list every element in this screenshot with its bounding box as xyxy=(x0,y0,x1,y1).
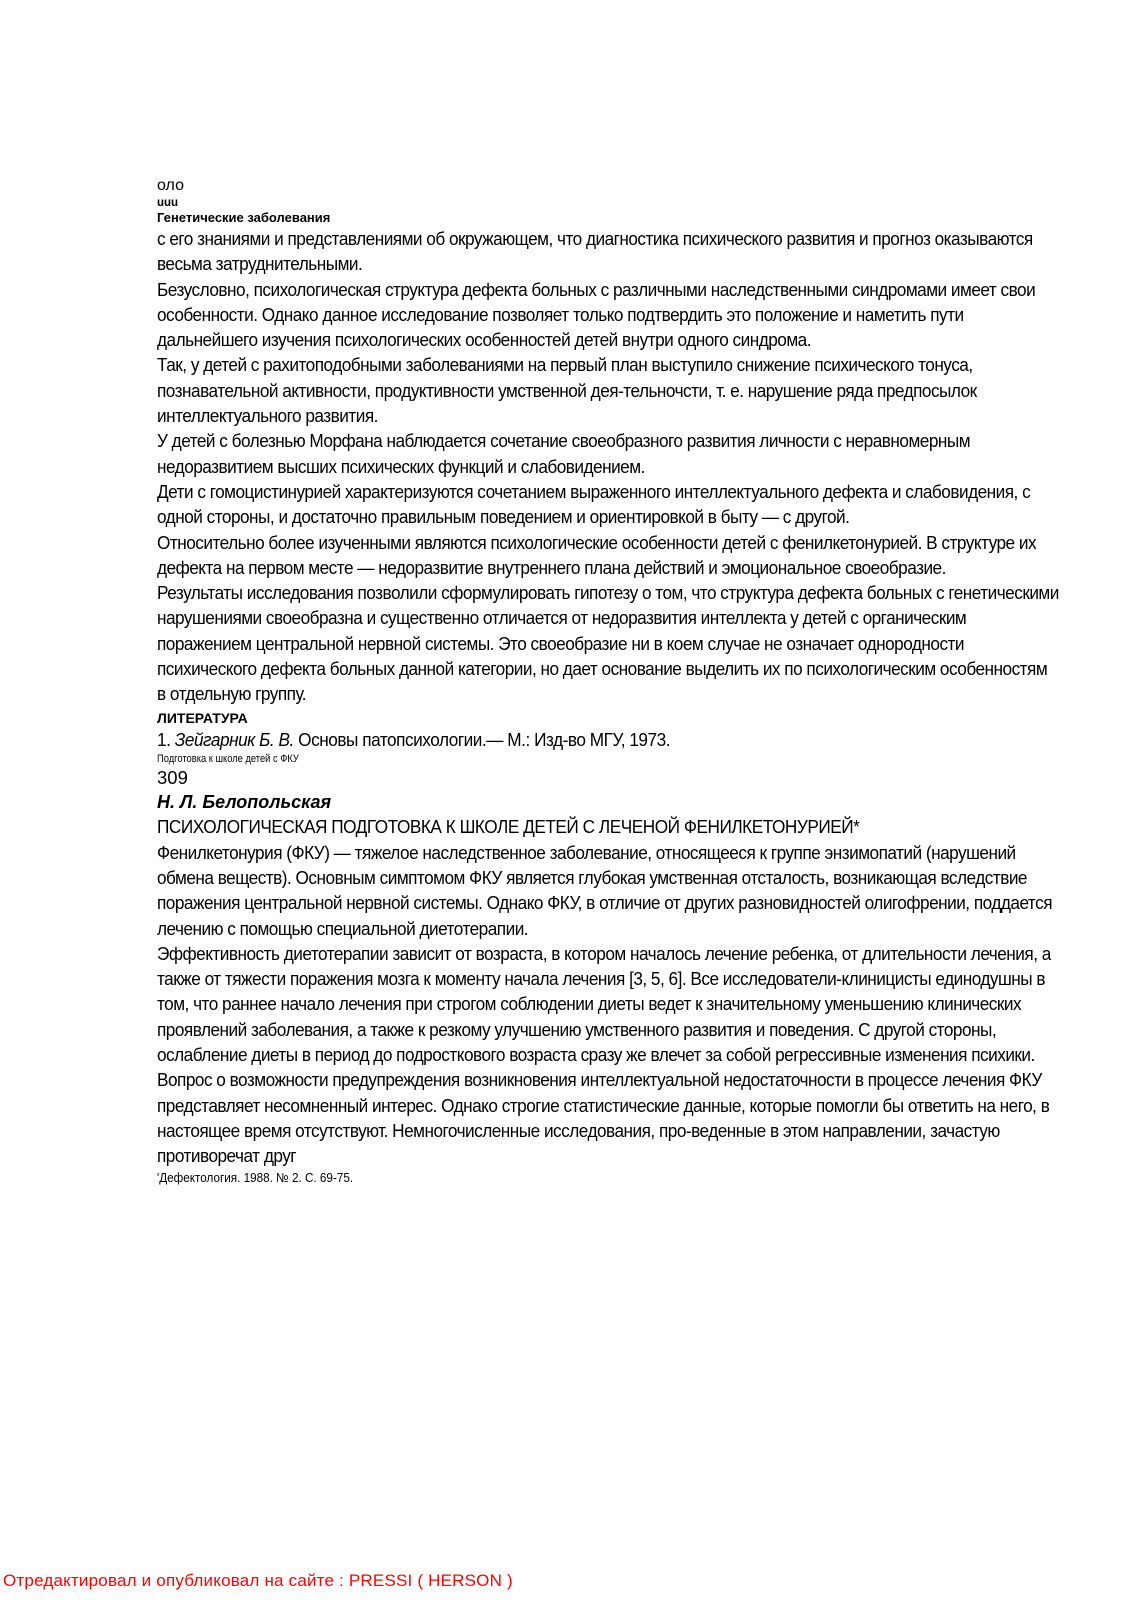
paragraph-5: Дети с гомоцистинурией характеризуются сочетанием выраженного интеллектуального дефекта и слабовидения, с одной стороны, и достаточно правильным поведением и ориентировкой в быту — с другой. xyxy=(157,480,1031,528)
paragraph-4: У детей с болезнью Морфана наблюдается сочетание своеобразного развития личности с неравномерным недоразвитием высших психических функций и слабовидением. xyxy=(157,430,971,477)
literature-reference xyxy=(157,727,1059,752)
article-paragraph-3: Вопрос о возможности предупреждения возникновения интеллектуальной недостаточности в процессе лечения ФКУ представляет несомненный интерес. Однако строгие статистические данные, которые помогли бы ответить на него, в настоящее время отсутствуют. Немногочисленные исследования, про-веденные в этом направлении, зачастую противоречат друг xyxy=(157,1069,1050,1167)
article-author: Н. Л. Белопольская xyxy=(157,791,332,812)
page-top-word: оло xyxy=(157,177,184,194)
article-title: ПСИХОЛОГИЧЕСКАЯ ПОДГОТОВКА К ШКОЛЕ ДЕТЕЙ С ЛЕЧЕНОЙ ФЕНИЛКЕТОНУРИЕЙ* xyxy=(157,815,860,837)
paragraph-7: Результаты исследования позволили сформулировать гипотезу о том, что структура дефекта больных с генетическими нарушениями своеобразна и существенно отличается от недоразвития интеллекта у детей с органическим поражением центральной нервной системы. Это своеобразие ни в коем случае не означает однородности психического дефекта больных данной категории, но дает основание выделить их по психологическим особенностям в отдельную группу. xyxy=(157,582,1059,705)
page-code: uuu xyxy=(157,197,179,209)
article-paragraph-2: Эффективность диетотерапии зависит от возраста, в котором началось лечение ребенка, от длительности лечения, а также от тяжести поражения мозга к моменту начала лечения [3, 5, 6]. Все исследователи-клиницисты единодушны в том, что раннее начало лечения при строгом соблюдении диеты ведет к значительному уменьшению клинических проявлений заболевания, а также к резкому улучшению умственного развития и поведения. С другой стороны, ослабление диеты в период до подросткового возраста сразу же влечет за собой регрессивные изменения психики. xyxy=(157,942,1051,1066)
reference-number: 1. xyxy=(157,728,175,750)
running-title: Генетические заболевания xyxy=(157,210,331,225)
site-credit: Отредактировал и опубликовал на сайте : PRESSI ( HERSON ) xyxy=(3,1571,513,1590)
literature-heading: ЛИТЕРАТУРА xyxy=(157,709,248,726)
document-page xyxy=(157,176,1057,1186)
reference-author: Зейгарник Б. В. xyxy=(174,728,294,750)
paragraph-1: с его знаниями и представлениями об окружающем, что диагностика психического развития и прогноз оказываются весьма затруднительными. xyxy=(157,228,1033,275)
paragraph-3: Так, у детей с рахитоподобными заболеваниями на первый план выступило снижение психического тонуса, познавательной активности, продуктивности умственной дея-тельночсти, т. е. нарушение ряда предпосылок интеллектуального развития. xyxy=(157,354,977,427)
article-footnote: 'Дефектология. 1988. № 2. С. 69-75. xyxy=(157,1169,354,1185)
paragraph-2: Безусловно, психологическая структура дефекта больных с различными наследственными синдромами имеет свои особенности. Однако данное исследование позволяет только подтвердить это положение и наметить пути дальнейшего изучения психологических особенностей детей внутри одного синдрома. xyxy=(157,278,1036,351)
page-number: 309 xyxy=(157,766,188,788)
article-paragraph-1: Фенилкетонурия (ФКУ) — тяжелое наследственное заболевание, относящееся к группе энзимопатий (нарушений обмена веществ). Основным симптомом ФКУ является глубокая умственная отсталость, возникающая вследствие поражения центральной нервной системы. Однако ФКУ, в отличие от других разновидностей олигофрении, поддается лечению с помощью специальной диетотерапии. xyxy=(157,841,1053,939)
paragraph-6: Относительно более изученными являются психологические особенности детей с фенилкетонурией. В структуре их дефекта на первом месте — недоразвитие внутреннего плана действий и эмоциональное своеобразие. xyxy=(157,531,1037,578)
reference-details: Основы патопсихологии.— М.: Изд-во МГУ, 1973. xyxy=(293,728,671,750)
running-note: Подготовка к школе детей с ФКУ xyxy=(157,752,299,765)
